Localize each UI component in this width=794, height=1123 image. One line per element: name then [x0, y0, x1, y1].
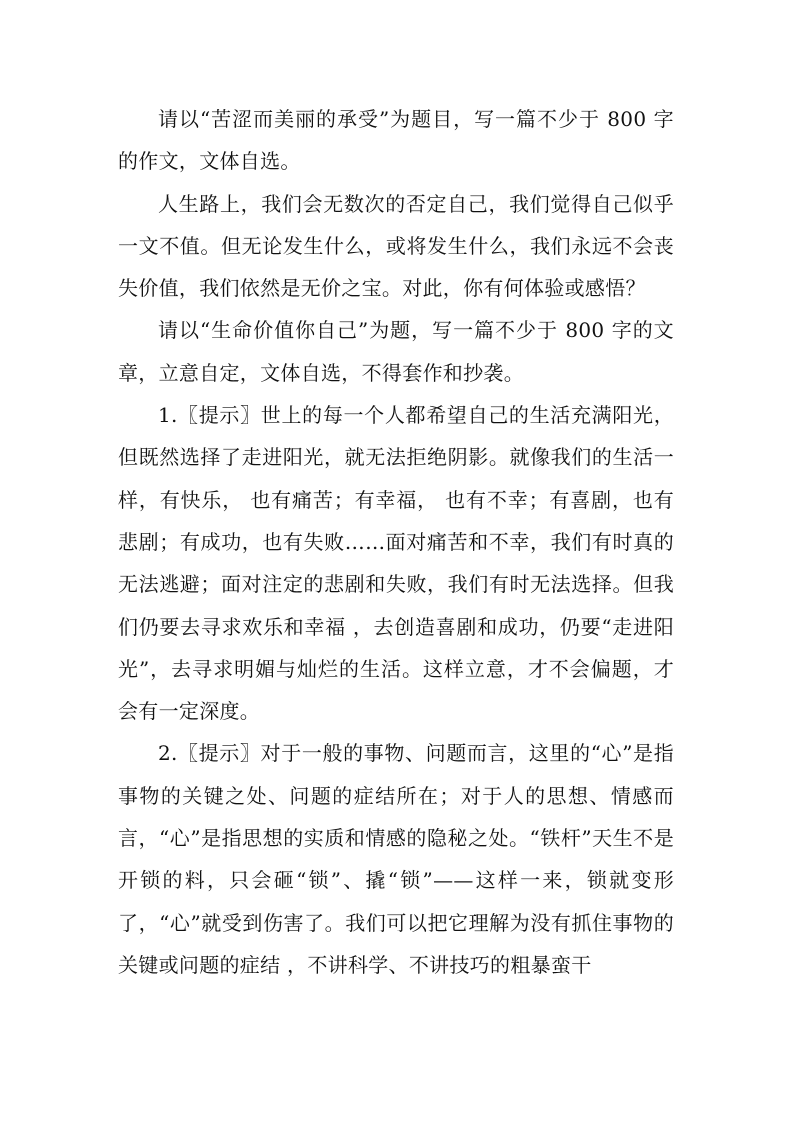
document-body: [118, 98, 674, 986]
hint-paragraph-1: 1.〖提示〗世上的每一个人都希望自己的生活充满阳光，但既然选择了走进阳光，就无法拒绝阴影。就像我们的生活一样，有快乐， 也有痛苦；有幸福， 也有不幸；有喜剧，也有悲剧；有成功，也有失败……面对痛苦和不幸，我们有时真的无法逃避；面对注定的悲剧和失败，我们有时无法选择。但我们仍要去寻求欢乐和幸福 ，去创造喜剧和成功，仍要“走进阳光”，去寻求明媚与灿烂的生活。这样立意，才不会偏题，才会有一定深度。: [118, 403, 674, 724]
prompt-paragraph-3: 请以“生命价值你自己”为题，写一篇不少于 800 字的文章，立意自定，文体自选，不得套作和抄袭。: [118, 318, 674, 385]
prompt-paragraph-2: 人生路上，我们会无数次的否定自己，我们觉得自己似乎一文不值。但无论发生什么，或将发生什么，我们永远不会丧失价值，我们依然是无价之宝。对此，你有何体验或感悟？: [118, 191, 674, 301]
hint-paragraph-2: 2.〖提示〗对于一般的事物、问题而言，这里的“心”是指事物的关键之处、问题的症结所在；对于人的思想、情感而言，“心”是指思想的实质和情感的隐秘之处。“铁杆”天生不是开锁的料，只会砸“锁”、撬“锁”——这样一来，锁就变形了，“心”就受到伤害了。我们可以把它理解为没有抓住事物的关键或问题的症结 ，不讲科学、不讲技巧的粗暴蛮干: [118, 741, 674, 977]
prompt-paragraph-1: 请以“苦涩而美丽的承受”为题目，写一篇不少于 800 字的作文，文体自选。: [118, 107, 674, 174]
